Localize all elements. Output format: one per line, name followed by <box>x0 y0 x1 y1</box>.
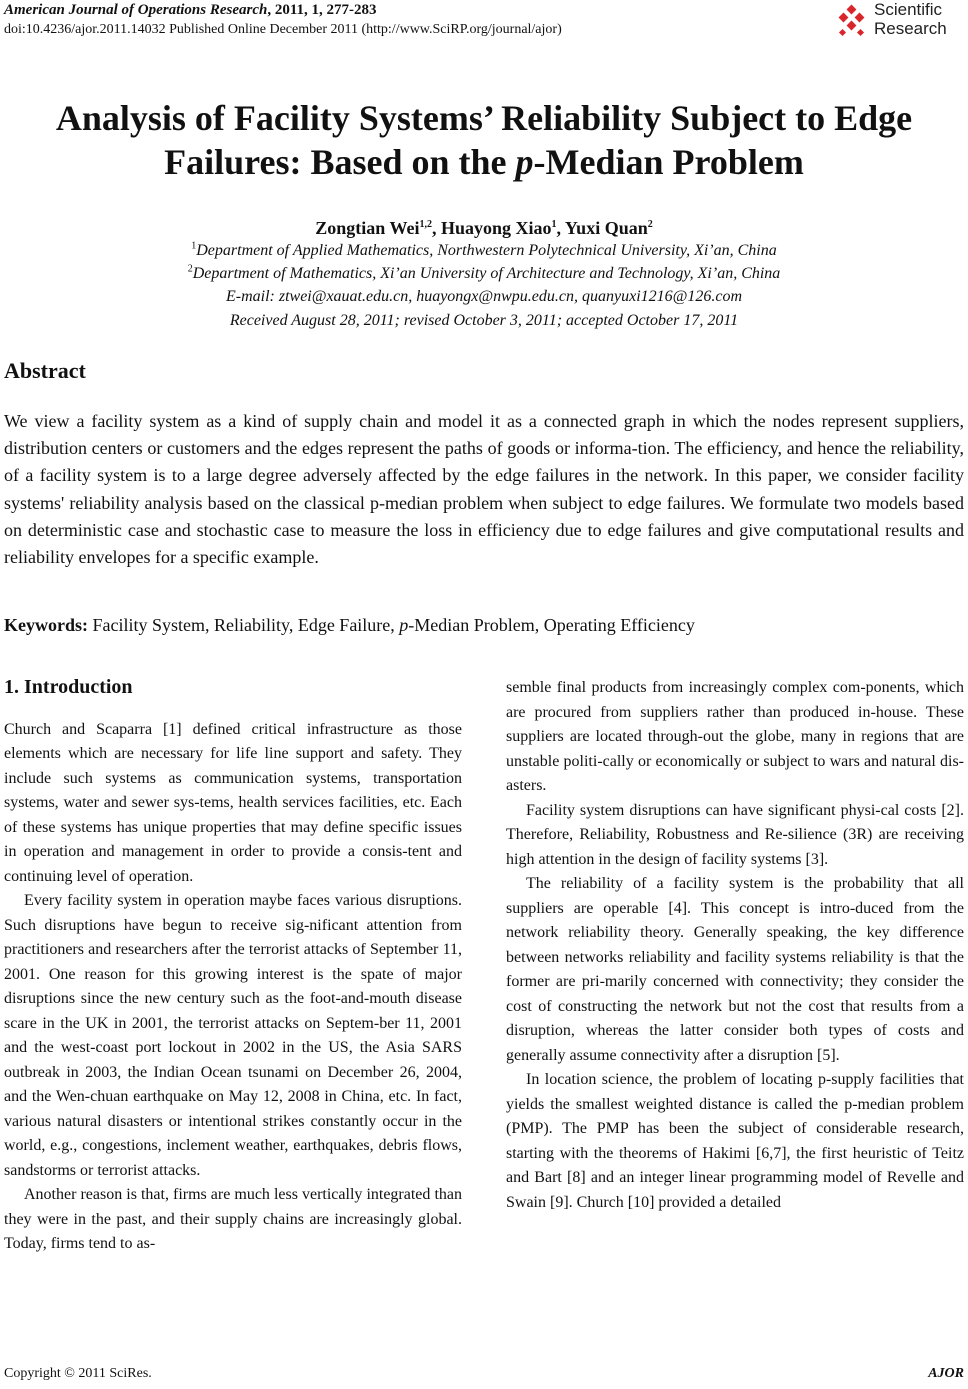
keywords-text-post: -Median Problem, Operating Efficiency <box>408 615 695 635</box>
author-1: Zongtian Wei <box>315 218 420 238</box>
affiliation-1 <box>0 242 968 260</box>
section-heading: 1. Introduction <box>4 676 133 698</box>
paragraph: Another reason is that, firms are much less vertically integrated than they were in the past, and their supply chains are increasingly global. Today, firms tend to as- <box>4 1186 462 1252</box>
abstract-text: We view a facility system as a kind of supply chain and model it as a connected graph in which the nodes represent suppliers, distribution centers or customers and the edges represent the paths of goods or informa-tion. The efficiency, and hence the reliability, of a facility system is to a large degree adversely affected by the edge failures in the network. In this paper, we consider facility systems' reliability analysis based on the classical p-median problem when subject to edge failures. We formulate two models based on deterministic case and stochastic case to measure the loss in efficiency due to edge failures and give computational results and reliability envelopes for a specific example. <box>4 411 964 568</box>
title-line1: Analysis of Facility Systems’ Reliability Subject to Edge <box>55 98 913 138</box>
paper-title <box>0 96 968 184</box>
paragraph: Church and Scaparra [1] defined critical infrastructure as those elements which are necessary for life line support and safety. They include such systems as communication systems, transportation systems, water and sewer sys-tems, health services facilities, etc. Each of these systems has unique properties that may define specific issues in operation and management in order to provide a consis-tent and continuing level of operation. <box>4 720 462 885</box>
author-2-sup: 1 <box>551 219 557 230</box>
title-line2 <box>0 140 968 184</box>
paragraph: Facility system disruptions can have significant physi-cal costs [2]. Therefore, Reliability, Robustness and Re-silience (3R) are receiving high attention in the design of facility systems [3]. <box>506 801 964 868</box>
author-2: , Huayong Xiao <box>431 218 552 238</box>
publisher-logo <box>834 0 964 44</box>
keywords-text-pre: Facility System, Reliability, Edge Failure, <box>88 615 400 635</box>
keywords-text-italic: p <box>399 615 409 635</box>
author-list <box>0 218 968 239</box>
email-line: E-mail: ztwei@xauat.edu.cn, huayongx@nwpu.edu.cn, quanyuxi1216@126.com <box>225 288 743 305</box>
keywords-label: Keywords: <box>4 615 88 635</box>
left-column <box>4 675 462 1257</box>
logo-line2: Research <box>874 19 947 38</box>
logo-text <box>874 0 947 38</box>
abstract-heading: Abstract <box>4 358 86 383</box>
logo-line1: Scientific <box>874 0 943 19</box>
affiliation-2-sup: 2 <box>187 263 193 275</box>
affiliation-1-text: Department of Applied Mathematics, Northwestern Polytechnical University, Xi’an, China <box>196 242 777 259</box>
received-line: Received August 28, 2011; revised October 3, 2011; accepted October 17, 2011 <box>229 312 739 329</box>
affiliation-2 <box>0 265 968 283</box>
journal-name: American Journal of Operations Research <box>4 2 268 18</box>
title-line2-pre: Failures: Based on the <box>164 142 516 182</box>
copyright-footer: Copyright © 2011 SciRes. <box>4 1366 152 1381</box>
author-1-sup: 1,2 <box>419 219 432 230</box>
paragraph: In location science, the problem of locating p-supply facilities that yields the smallest weighted distance is called the p-median problem (PMP). The PMP has been the subject of considerable research, starting with the theorems of Hakimi [6,7], the first heuristic of Teitz and Bart [8] and an integer linear programming model of Revelle and Swain [9]. Church [10] provided a detailed <box>506 1071 964 1211</box>
affiliation-2-text: Department of Mathematics, Xi’an University of Architecture and Technology, Xi’an, China <box>192 265 781 282</box>
author-3: , Yuxi Quan <box>556 218 648 238</box>
author-3-sup: 2 <box>647 219 653 230</box>
right-column <box>506 676 964 1215</box>
keywords-line <box>4 615 695 636</box>
scirp-logo-icon <box>834 4 870 40</box>
paragraph: semble final products from increasingly complex com-ponents, which are procured from suppliers rather than produced in-house. These suppliers are located through-out the globe, many in regions that are unstable politi-cally or economically or subject to wars and natural dis-asters. <box>506 679 964 794</box>
paragraph: The reliability of a facility system is the probability that all suppliers are operable [4]. This concept is intro-duced from the network reliability theory. Generally speaking, the key difference between networks reliability and facility systems reliability is that the former are pri-marily concerned with connectivity; they consider the cost of constructing the network but not the cost that results from a disruption, whereas the latter consider both types of costs and generally assume connectivity after a disruption [5]. <box>506 875 964 1064</box>
paragraph: Every facility system in operation maybe faces various disruptions. Such disruptions have begun to receive sig-nificant attention from practitioners and researchers after the terrorist attacks of September 11, 2001. One reason for this growing interest is the spate of major disruptions since the new century such as the foot-and-mouth disease scare in the UK in 2001, the terrorist attacks on Septem-ber 11, 2001 and the west-coast port lockout in 2002 in the US, the Asia SARS outbreak in 2003, the Indian Ocean tsunami on December 26, 2004, and the Wen-chuan earthquake on May 12, 2008 in China, etc. In fact, various natural disasters or intentional strikes constantly occur in the world, e.g., congestions, inclement weather, earthquakes, debris flows, sandstorms or terrorist attacks. <box>4 892 462 1179</box>
title-line2-post: -Median Problem <box>533 142 804 182</box>
title-line2-italic: p <box>515 142 534 182</box>
journal-header <box>4 2 377 19</box>
volume-info: , 2011, 1, 277-283 <box>267 2 377 18</box>
doi-line: doi:10.4236/ajor.2011.14032 Published Online December 2011 (http://www.SciRP.org/journal/ajor) <box>4 22 562 37</box>
journal-abbr-footer: AJOR <box>928 1366 964 1381</box>
affiliation-1-sup: 1 <box>191 240 197 252</box>
